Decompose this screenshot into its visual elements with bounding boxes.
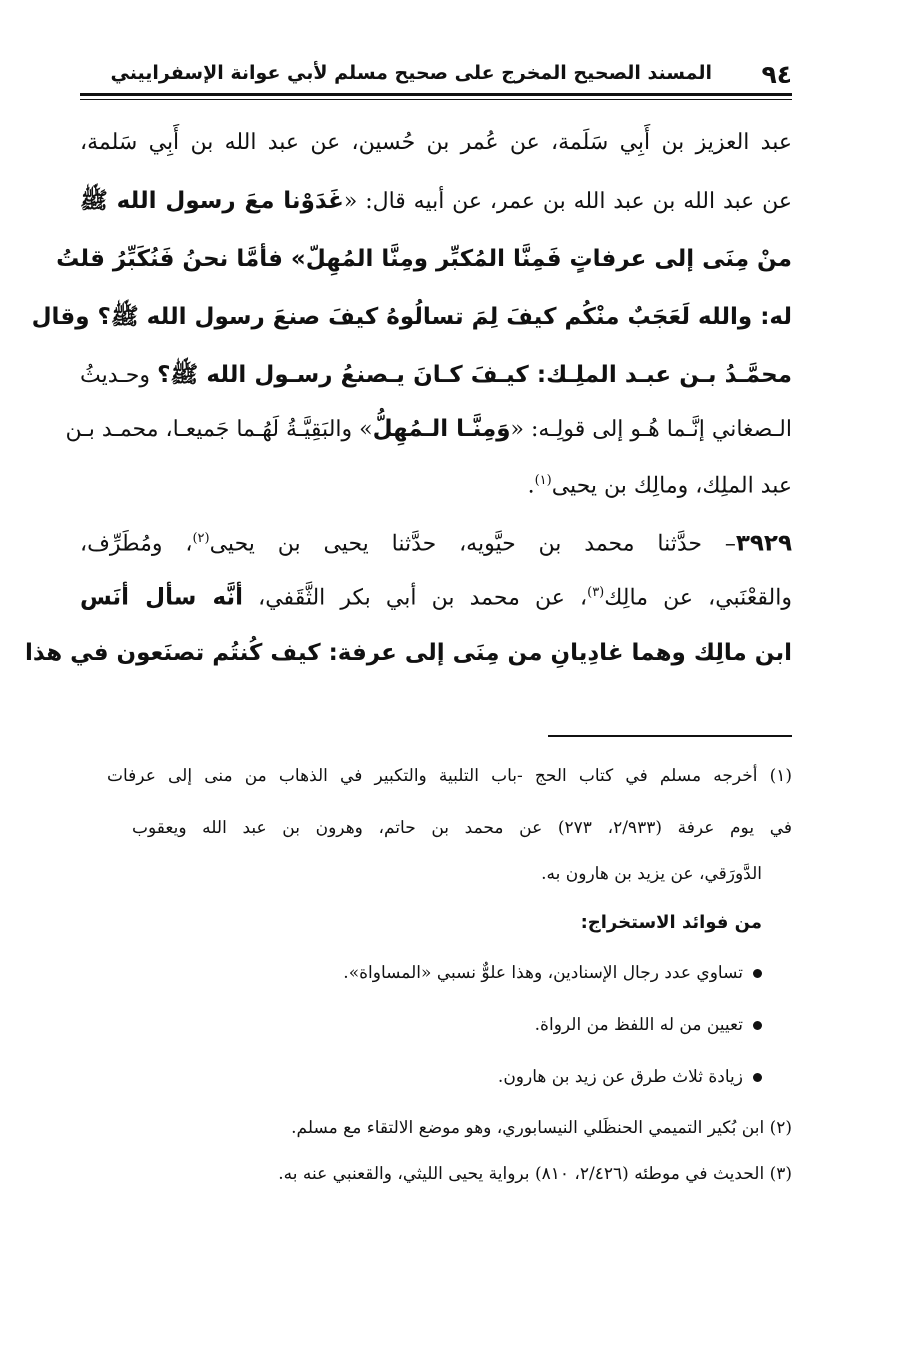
text-l6c: » والبَقِيَّـةُ لَهُـما جَميعـا، محمـد بـن bbox=[65, 417, 373, 442]
footnote-ref-2[interactable]: (٢) bbox=[192, 531, 210, 546]
text-l10: ابن مالِك وهما غادِيانِ من مِنَى إلى عرفة: كيف كُنتُم تصنَعون في هذا bbox=[25, 640, 792, 666]
hadith-quote-start: غَدَوْنا معَ رسول الله ﷺ bbox=[80, 188, 344, 214]
running-title: المسند الصحيح المخرج على صحيح مسلم لأبي عوانة الإسفراييني bbox=[110, 62, 712, 84]
fn3-text: (٣) الحديث في موطئه (٢/٤٢٦، ٨١٠) برواية يحيى الليثي، والقعنبي عنه به. bbox=[278, 1164, 792, 1184]
fn1-l2: في يوم عرفة (٢/٩٣٣، ٢٧٣) عن محمد بن حاتم، وهرون بن عبد الله ويعقوب bbox=[132, 818, 793, 838]
benefits-heading: من فوائد الاستخراج: bbox=[580, 912, 762, 933]
bullet-dot bbox=[753, 969, 762, 978]
text-l4: له: والله لَعَجَبٌ منْكُم كيفَ لِمَ تسالُوهُ كيفَ صنعَ رسول الله ﷺ؟ وقال bbox=[31, 304, 792, 330]
text-l5a: محمَّـدُ بـن عبـد الملِـك: كيـفَ كـانَ يـصنعُ رسـول الله ﷺ؟ bbox=[157, 362, 792, 388]
text-line-9 bbox=[80, 586, 792, 609]
fn2-text: (٢) ابن بُكير التميمي الحنظَلي النيسابوري، وهو موضع الالتقاء مع مسلم. bbox=[291, 1118, 792, 1138]
text-line-7 bbox=[80, 474, 792, 497]
text-line-10 bbox=[25, 640, 792, 666]
bullet-dot bbox=[753, 1021, 762, 1030]
text-l7: عبد الملِك، ومالِك بن يحيى bbox=[551, 473, 792, 499]
text-l8a: – حدَّثنا محمد بن حيَّويه، حدَّثنا يحيى بن يحيى bbox=[209, 531, 736, 557]
page-number: ٩٤ bbox=[761, 60, 792, 89]
text-l6b: وَمِنَّـا الـمُهِلُّ bbox=[372, 416, 511, 442]
text-l9a: والقعْنَبي، عن مالِك bbox=[604, 585, 792, 611]
benefit-item-1 bbox=[343, 963, 762, 983]
fn1-l1: (١) أخرجه مسلم في كتاب الحج -باب التلبية والتكبير في الذهاب من منى إلى عرفات bbox=[107, 766, 792, 786]
footnote-1-line-3 bbox=[541, 866, 762, 883]
text-line-3 bbox=[56, 246, 792, 272]
footnote-ref-3[interactable]: (٣) bbox=[587, 585, 605, 600]
header-rule-thick bbox=[80, 93, 792, 96]
footnote-2 bbox=[291, 1120, 792, 1137]
benefit-text-1: تساوي عدد رجال الإسنادين، وهذا علوٌّ نسبي «المساواة». bbox=[343, 963, 743, 983]
page-header bbox=[80, 58, 792, 90]
text-line-6 bbox=[65, 416, 792, 442]
bullet-dot bbox=[753, 1073, 762, 1082]
text-line-2 bbox=[80, 190, 792, 213]
text-l7-end: . bbox=[527, 473, 535, 499]
benefit-item-2 bbox=[535, 1015, 762, 1035]
text-l6a: الـصغاني إنَّـما هُـو إلى قولِـه: « bbox=[510, 417, 792, 442]
hadith-number: ٣٩٢٩ bbox=[735, 530, 792, 557]
footnote-3 bbox=[278, 1166, 792, 1183]
benefit-text-3: زيادة ثلاث طرق عن زيد بن هارون. bbox=[497, 1067, 743, 1087]
text-l3: منْ مِنَى إلى عرفاتٍ فَمِنَّا المُكبِّر ومِنَّا المُهِلّ» فأمَّا نحنُ فَنُكَبِّرُ قلتُ bbox=[56, 246, 792, 272]
text-line-4 bbox=[31, 304, 792, 330]
text-line-8 bbox=[80, 532, 792, 555]
footnote-separator bbox=[548, 735, 792, 737]
text-l2a: عن عبد الله بن عبد الله بن عمر، عن أبيه قال: « bbox=[343, 189, 792, 214]
footnote-1-line-2 bbox=[132, 820, 792, 837]
text-l1: عبد العزيز بن أَبِي سَلَمة، عن عُمر بن حُسين، عن عبد الله بن أَبِي سَلمة، bbox=[80, 130, 792, 155]
text-l5b: وحـديثُ bbox=[80, 363, 158, 388]
benefit-item-3 bbox=[498, 1067, 762, 1087]
benefit-text-2: تعيين من له اللفظ من الرواة. bbox=[534, 1015, 743, 1035]
text-l9b: ، عن محمد بن أبي بكر الثَّقَفي، bbox=[243, 585, 588, 611]
footnote-1-line-1 bbox=[107, 768, 792, 785]
text-l8b: ، ومُطَرِّف، bbox=[80, 531, 193, 557]
text-line-1 bbox=[80, 132, 792, 154]
fn1-l3: الدَّورَقي، عن يزيد بن هارون به. bbox=[541, 864, 762, 884]
header-rule-thin bbox=[80, 99, 792, 100]
text-l9c: أنَّه سأل أنَس bbox=[80, 584, 243, 611]
footnote-ref-1[interactable]: (١) bbox=[534, 473, 552, 488]
text-line-5 bbox=[80, 364, 792, 387]
